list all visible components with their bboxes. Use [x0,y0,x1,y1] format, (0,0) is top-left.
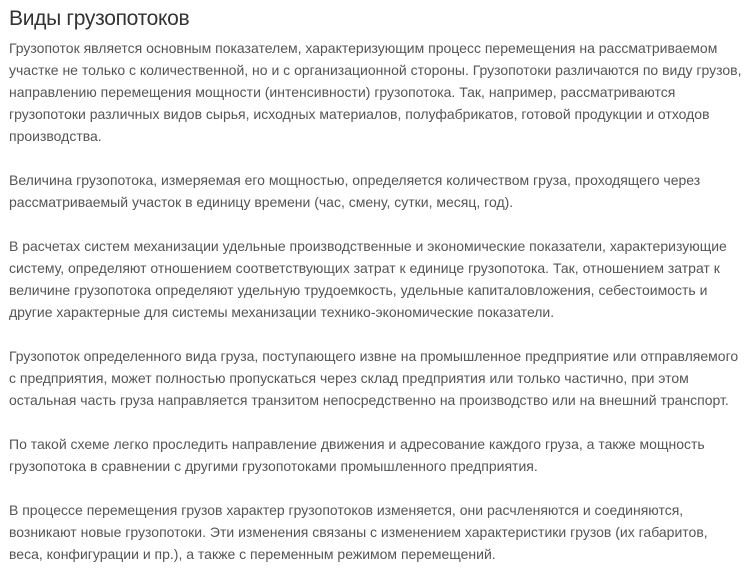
article-paragraph: Грузопоток определенного вида груза, поступающего извне на промышленное предприятие или отправляемого с предприятия, может полностью пропускаться через склад предприятия или только частично, при этом остальная часть груза направляется транзитом непосредственно на производство или на внешний транспорт. [9,348,739,408]
article-paragraph: Величина грузопотока, измеряемая его мощностью, определяется количеством груза, проходящего через рассматриваемый участок в единицу времени (час, смену, сутки, месяц, год). [9,172,701,210]
article [9,5,745,565]
article-title: Виды грузопотоков [9,7,190,30]
article-paragraph: По такой схеме легко проследить направление движения и адресование каждого груза, а также мощность грузопотока в сравнении с другими грузопотоками промышленного предприятия. [9,436,705,474]
article-paragraph: Грузопоток является основным показателем, характеризующим процесс перемещения на рассматриваемом участке не только с количественной, но и с организационной стороны. Грузопотоки различаются по виду грузов, направлению перемещения мощности (интенсивности) грузопотока. Так, например, рассматриваются грузопотоки различных видов сырья, исходных материалов, полуфабрикатов, готовой продукции и отходов производства. [9,40,742,144]
article-paragraph: В процессе перемещения грузов характер грузопотоков изменяется, они расчленяются и соединяются, возникают новые грузопотоки. Эти изменения связаны с изменением характеристики грузов (их габаритов, веса, конфигурации и пр.), а также с переменным режимом перемещений. [9,502,708,562]
article-body [9,37,745,565]
article-paragraph: В расчетах систем механизации удельные производственные и экономические показатели, характеризующие систему, определяют отношением соответствующих затрат к единице грузопотока. Так, отношением затрат к величине грузопотока определяют удельную трудоемкость, удельные капиталовложения, себестоимость и другие характерные для системы механизации технико-экономические показатели. [9,238,727,320]
